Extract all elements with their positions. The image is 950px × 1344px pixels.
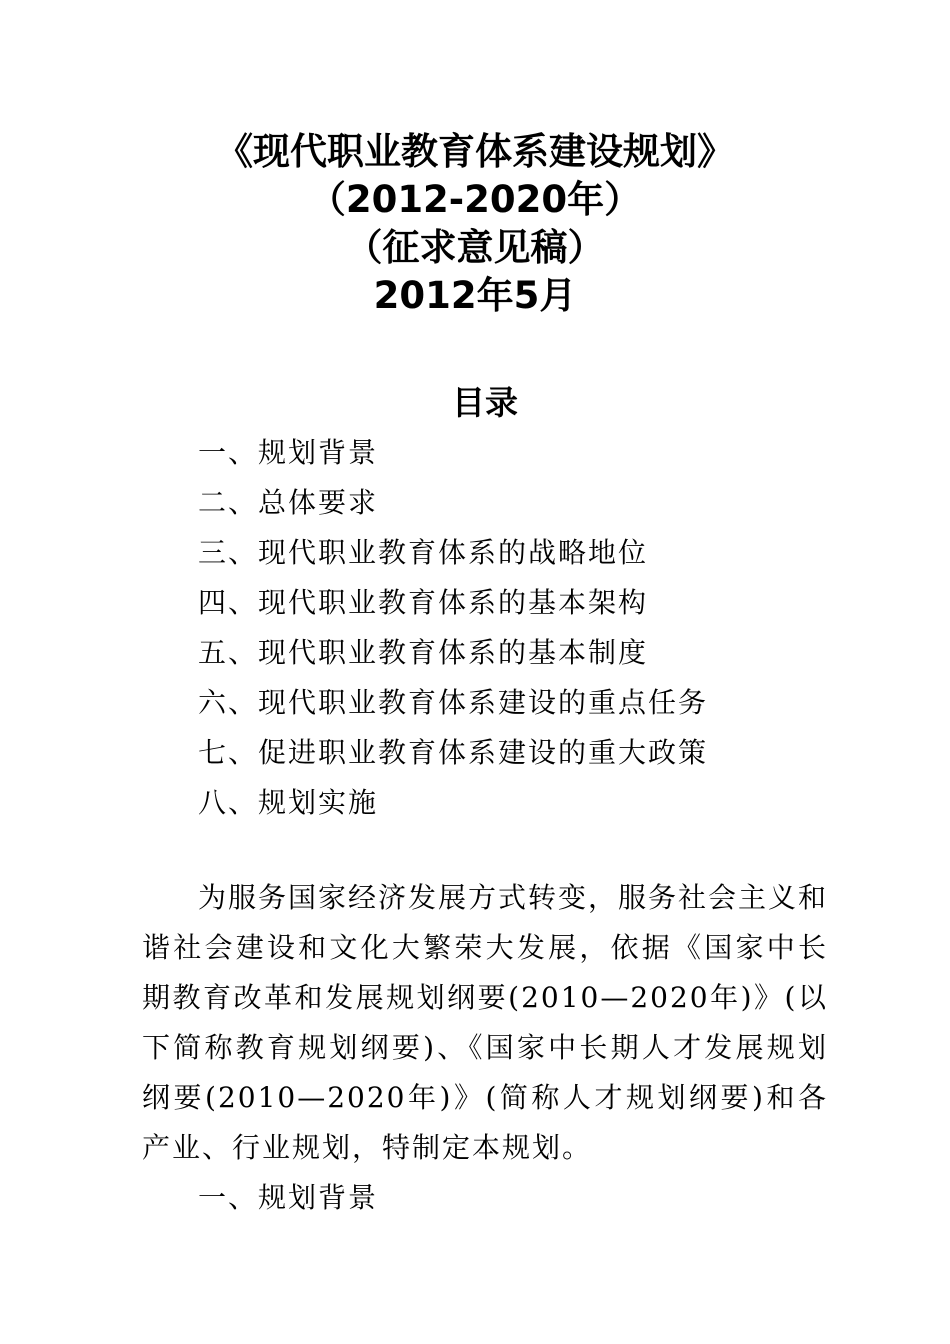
document-date: 2012年5月 xyxy=(373,274,577,317)
document-status: （征求意见稿） xyxy=(345,226,605,269)
toc-item: 四、现代职业教育体系的基本架构 xyxy=(198,586,649,619)
toc-item: 五、现代职业教育体系的基本制度 xyxy=(198,636,649,669)
toc-heading: 目录 xyxy=(452,383,518,422)
section-heading: 一、规划背景 xyxy=(198,1181,379,1214)
toc-item: 六、现代职业教育体系建设的重点任务 xyxy=(198,686,709,719)
toc-item: 七、促进职业教育体系建设的重大政策 xyxy=(198,736,709,769)
toc-item: 三、现代职业教育体系的战略地位 xyxy=(198,536,649,569)
toc-item: 八、规划实施 xyxy=(198,786,379,819)
toc-item: 二、总体要求 xyxy=(198,486,379,519)
intro-paragraph: 为服务国家经济发展方式转变，服务社会主义和谐社会建设和文化大繁荣大发展，依据《国家中长期教育改革和发展规划纲要(2010—2020年)》(以下简称教育规划纲要)、《国家中长期人才发展规划纲要(2010—2020年)》(简称人才规划纲要)和各产业、行业规划，特制定本规划。 xyxy=(142,881,829,1164)
title-block xyxy=(0,128,950,320)
document-title: 《现代职业教育体系建设规划》 xyxy=(216,130,734,173)
toc-item: 一、规划背景 xyxy=(198,436,379,469)
table-of-contents xyxy=(198,428,708,828)
document-period: （2012-2020年） xyxy=(308,178,642,221)
